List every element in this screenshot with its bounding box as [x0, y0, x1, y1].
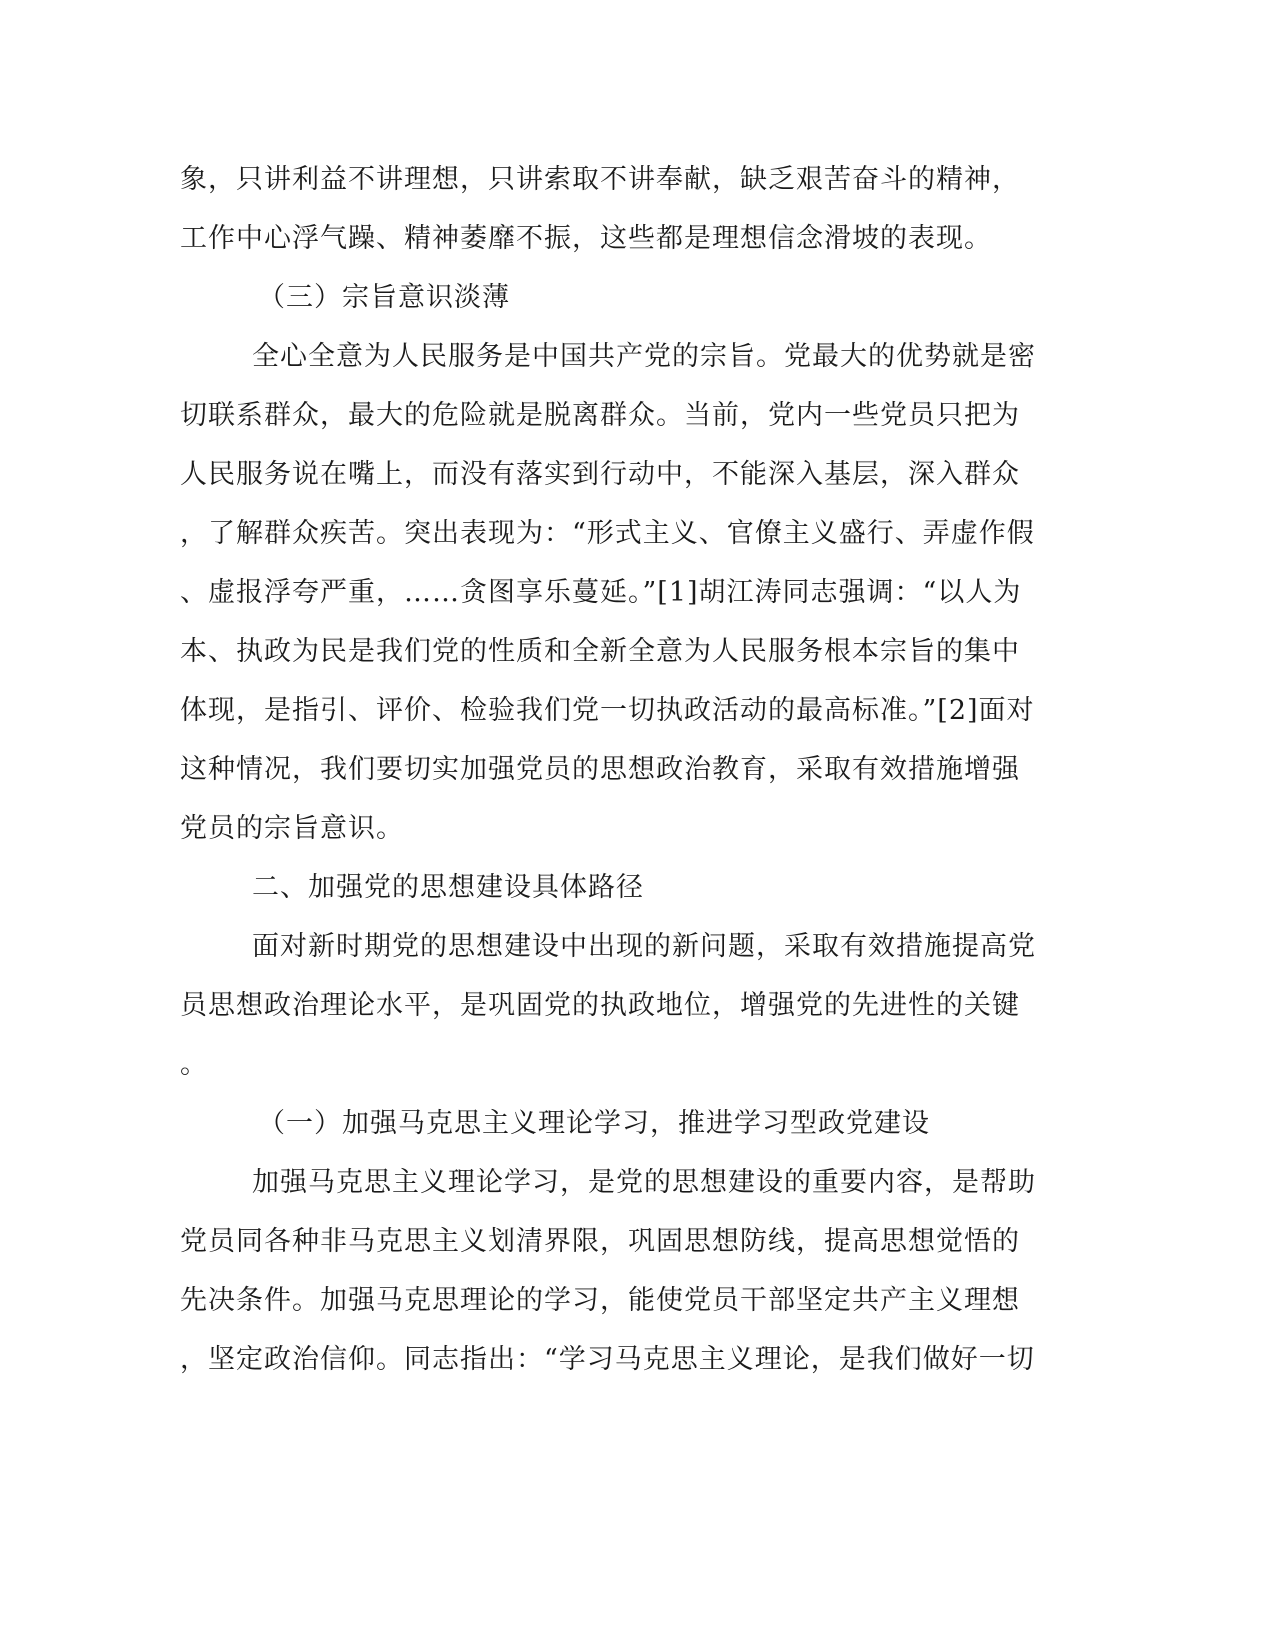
- text-line-11: 这种情况，我们要切实加强党员的思想政治教育，采取有效措施增强: [180, 754, 1020, 785]
- text-line-14: 面对新时期党的思想建设中出现的新问题，采取有效措施提高党: [252, 931, 1036, 962]
- section-heading-13: 二、加强党的思想建设具体路径: [252, 872, 644, 903]
- text-line-2: 工作中心浮气躁、精神萎靡不振，这些都是理想信念滑坡的表现。: [180, 223, 992, 254]
- text-line-12: 党员的宗旨意识。: [180, 813, 404, 844]
- text-line-10: 体现，是指引、评价、检验我们党一切执政活动的最高标准。”[2]面对: [180, 695, 1035, 726]
- text-line-18: 加强马克思主义理论学习，是党的思想建设的重要内容，是帮助: [252, 1167, 1036, 1198]
- text-line-20: 先决条件。加强马克思理论的学习，能使党员干部坚定共产主义理想: [180, 1285, 1020, 1316]
- text-line-8: 、虚报浮夸严重，……贪图享乐蔓延。”[1]胡江涛同志强调：“以人为: [180, 577, 1022, 608]
- section-heading-17: （一）加强马克思主义理论学习，推进学习型政党建设: [258, 1108, 930, 1139]
- text-line-5: 切联系群众，最大的危险就是脱离群众。当前，党内一些党员只把为: [180, 400, 1020, 431]
- text-line-6: 人民服务说在嘴上，而没有落实到行动中，不能深入基层，深入群众: [180, 459, 1020, 490]
- text-line-9: 本、执政为民是我们党的性质和全新全意为人民服务根本宗旨的集中: [180, 636, 1020, 667]
- text-line-4: 全心全意为人民服务是中国共产党的宗旨。党最大的优势就是密: [252, 341, 1036, 372]
- text-line-1: 象，只讲利益不讲理想，只讲索取不讲奉献，缺乏艰苦奋斗的精神，: [180, 164, 1020, 195]
- section-heading-3: （三）宗旨意识淡薄: [258, 282, 510, 313]
- text-line-7: ，了解群众疾苦。突出表现为：“形式主义、官僚主义盛行、弄虚作假: [180, 518, 1035, 549]
- text-line-21: ，坚定政治信仰。同志指出：“学习马克思主义理论，是我们做好一切: [180, 1344, 1035, 1375]
- text-line-19: 党员同各种非马克思主义划清界限，巩固思想防线，提高思想觉悟的: [180, 1226, 1020, 1257]
- text-line-15: 员思想政治理论水平，是巩固党的执政地位，增强党的先进性的关键: [180, 990, 1020, 1021]
- text-line-16: 。: [180, 1049, 208, 1080]
